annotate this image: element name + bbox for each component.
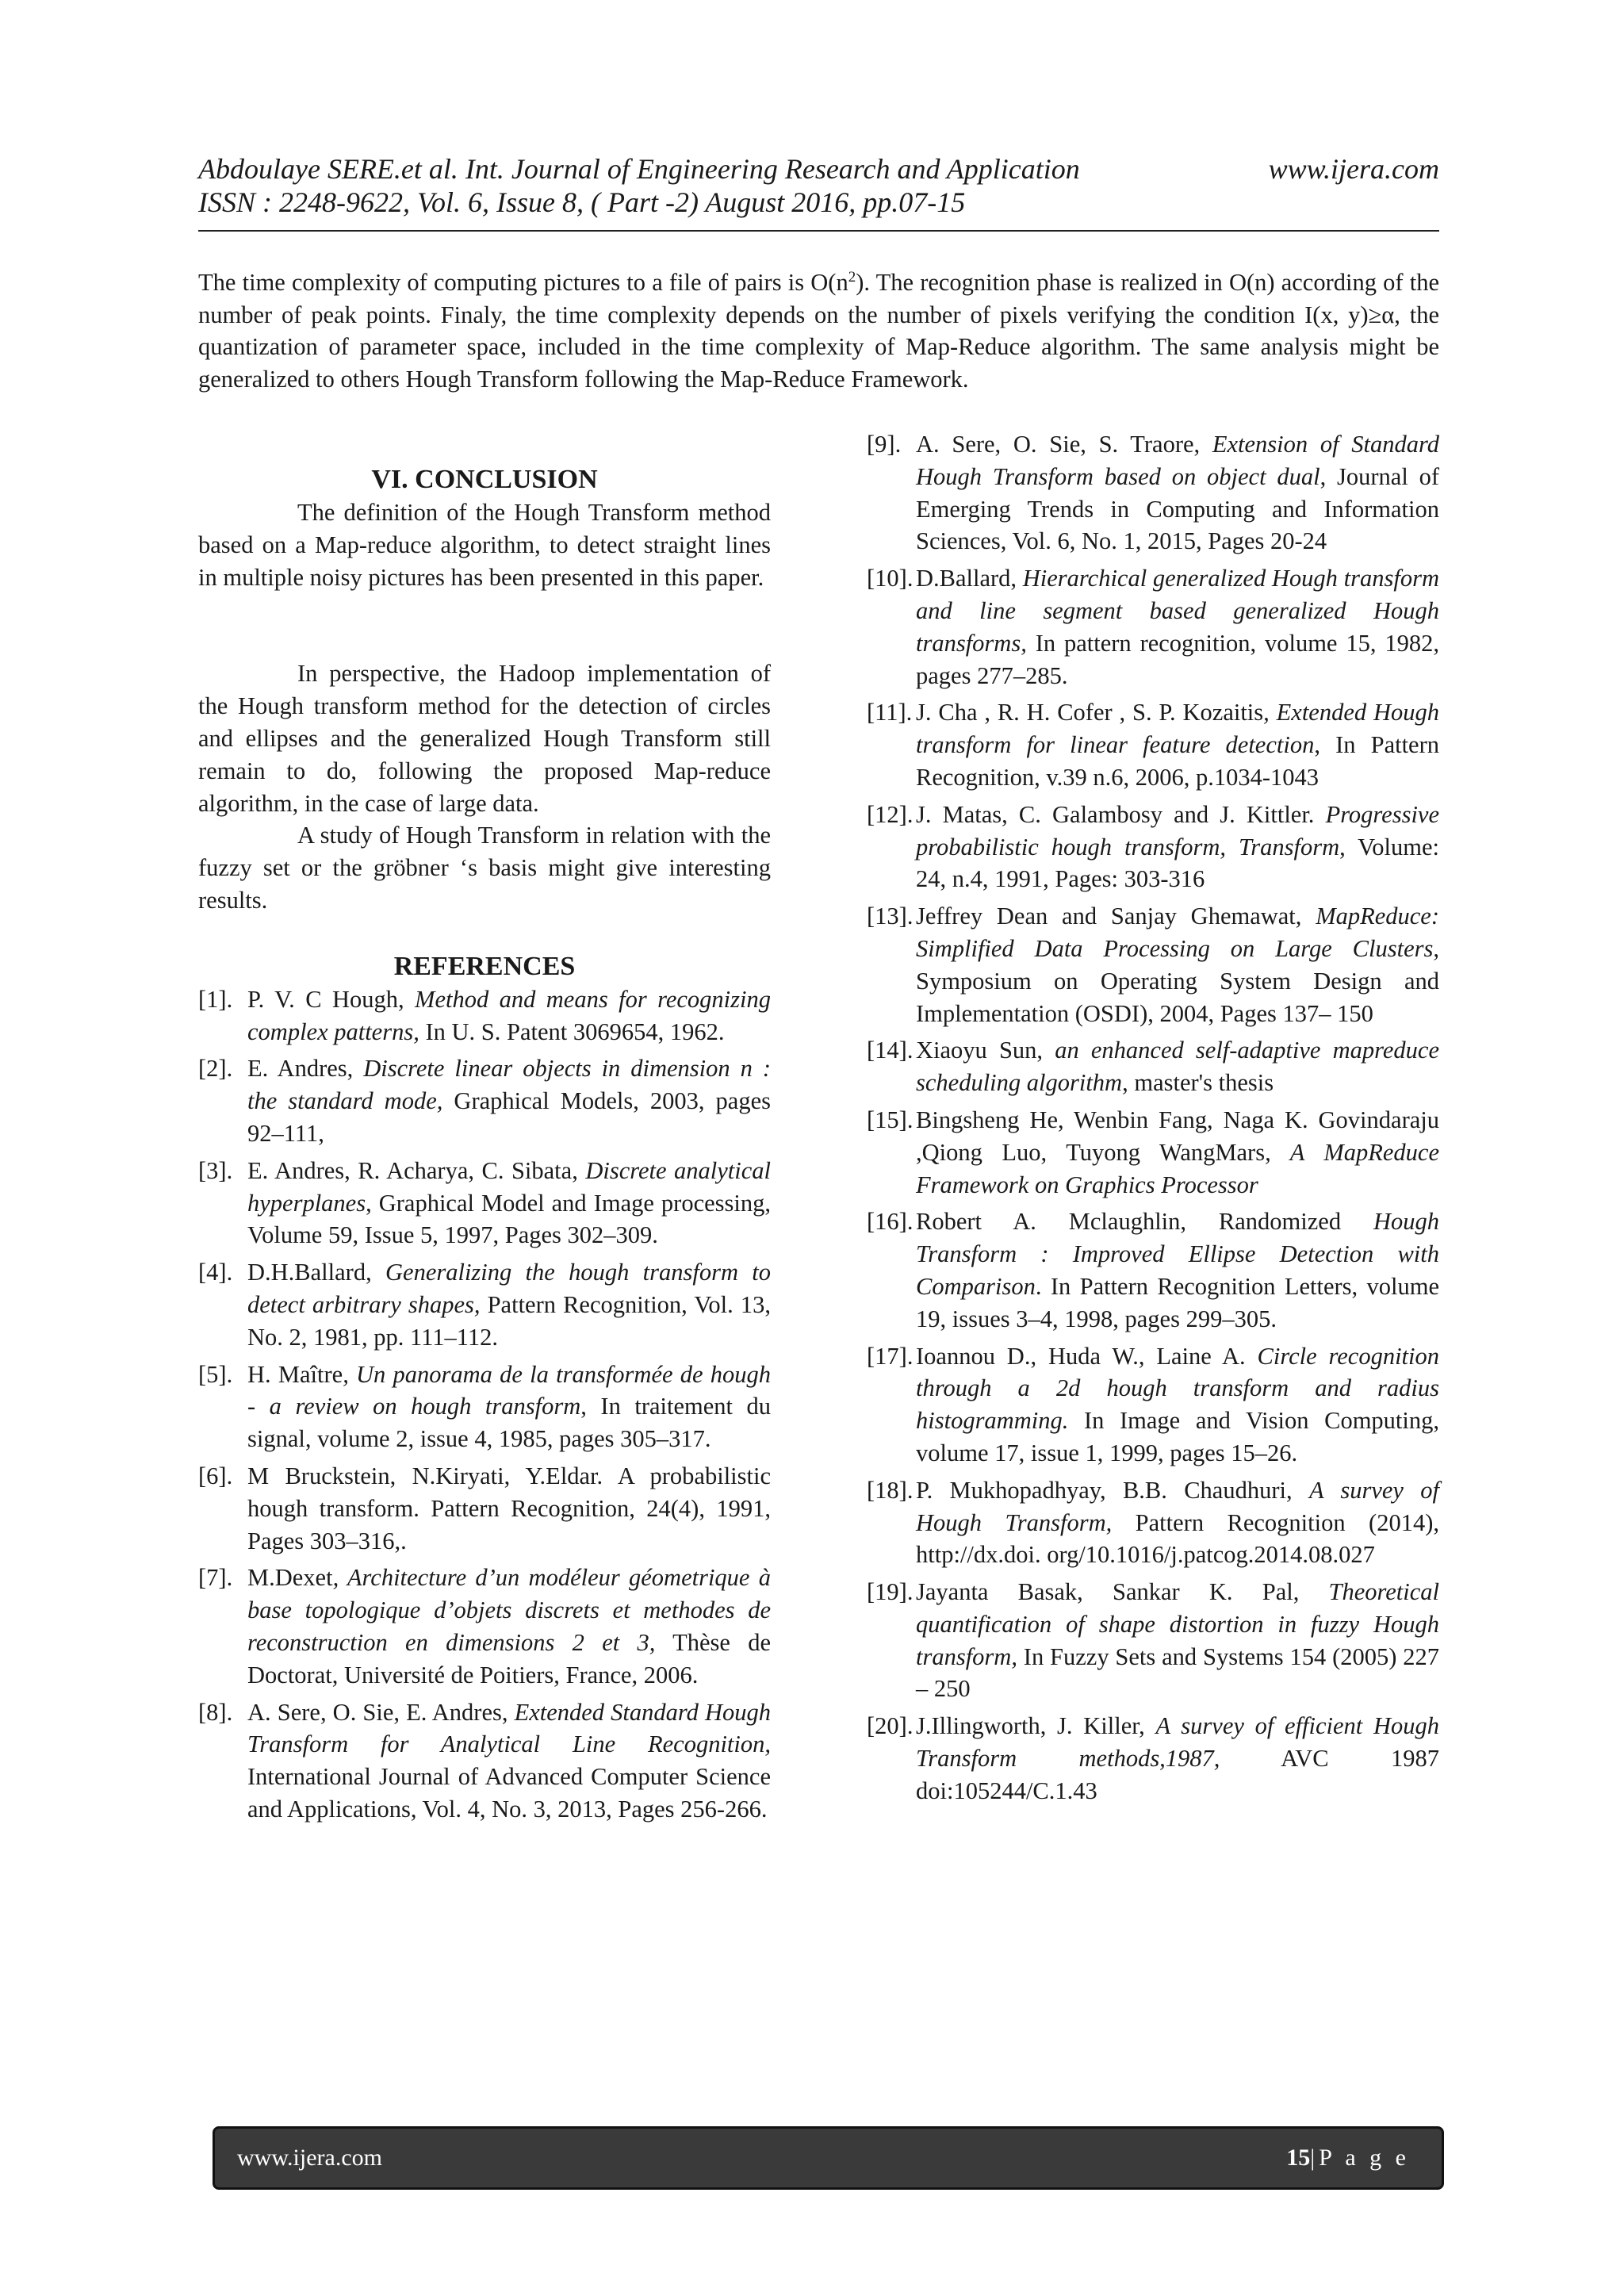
reference-item: [867, 696, 1439, 793]
reference-text: [247, 1460, 771, 1557]
reference-number: [10].: [867, 565, 914, 592]
reference-detail: Pattern Recognition (2014), http://dx.doi. org/10.1016/j.patcog.2014.08.027: [916, 1508, 1439, 1569]
reference-item: [867, 900, 1439, 1029]
reference-item: [198, 1460, 771, 1557]
reference-text: [247, 1562, 771, 1691]
reference-title: Generalizing the hough transform to detect arbitrary shapes,: [247, 1259, 771, 1318]
reference-number: [14].: [867, 1037, 914, 1064]
reference-title: Extension of Standard Hough Transform based on object dual: [916, 431, 1439, 490]
intro-superscript: 2: [848, 269, 856, 286]
reference-text: [247, 983, 771, 1048]
reference-title: an enhanced self-adaptive mapreduce scheduling algorithm: [916, 1037, 1439, 1097]
reference-detail: J.Illingworth, J. Killer,: [916, 1712, 1156, 1740]
reference-number: [7].: [198, 1564, 233, 1592]
reference-detail: M.Dexet: [247, 1564, 333, 1592]
reference-title: , Architecture d’un modéleur géometrique à base topologique d’objets discrets et methodes de reconstruction en dimensions 2 et 3,: [247, 1564, 771, 1656]
reference-text: [916, 799, 1439, 895]
reference-detail: In pattern recognition, volume 15, 1982, pages 277–285.: [916, 629, 1439, 689]
reference-text: [916, 1034, 1439, 1099]
intro-paragraph: [198, 266, 1439, 395]
reference-number: [12].: [867, 800, 914, 828]
reference-title: Discrete analytical hyperplanes: [247, 1156, 771, 1217]
conclusion-paragraph-1: The definition of the Hough Transform method based on a Map-reduce algorithm, to detect straight lines in multiple noisy pictures has been presented in this paper.: [198, 499, 771, 591]
reference-number: [4].: [198, 1259, 233, 1286]
page-number-value: 15: [1286, 2145, 1311, 2171]
page-number: [1286, 2145, 1410, 2171]
reference-detail: International Journal of Advanced Computer Science and Applications, Vol. 4, No. 3, 2013, Pages 256-266.: [247, 1763, 771, 1823]
reference-detail: AVC 1987 doi:105244/C.1.43: [916, 1745, 1439, 1804]
reference-detail: M Bruckstein, N.Kiryati, Y.Eldar. A probabilistic hough transform. Pattern Recognition, 24(4), 1991, Pages 303–316,.: [247, 1462, 771, 1554]
reference-text: [247, 1359, 771, 1455]
reference-detail: . In Pattern Recognition Letters, volume 19, issues 3–4, 1998, pages 299–305.: [916, 1272, 1439, 1332]
conclusion-paragraph-3: A study of Hough Transform in relation with the fuzzy set or the gröbner ‘s basis might give interesting results.: [198, 822, 771, 914]
reference-number: [15].: [867, 1106, 914, 1133]
intro-text-1: The time complexity of computing pictures to a file of pairs is O(n: [198, 269, 848, 296]
references-title: REFERENCES: [393, 951, 576, 981]
reference-detail: E. Andres,: [247, 1055, 364, 1083]
reference-item: [867, 799, 1439, 895]
reference-item: [867, 1034, 1439, 1099]
reference-item: [867, 1576, 1439, 1705]
reference-detail: J. Cha , R. H. Cofer , S. P. Kozaitis: [916, 699, 1264, 726]
reference-item: [198, 1359, 771, 1455]
reference-detail: A. Sere, O. Sie, E. Andres,: [247, 1698, 515, 1726]
reference-title: A survey of efficient Hough Transform methods,1987,: [916, 1712, 1439, 1773]
reference-text: [916, 1340, 1439, 1470]
reference-detail: E. Andres, R. Acharya, C. Sibata,: [247, 1156, 586, 1184]
reference-detail: D.H.Ballard,: [247, 1259, 385, 1286]
reference-text: [916, 1205, 1439, 1335]
reference-number: [2].: [198, 1055, 233, 1083]
reference-item: [867, 1104, 1439, 1201]
reference-number: [20].: [867, 1712, 914, 1740]
reference-number: [16].: [867, 1208, 914, 1236]
references-list-left: [198, 983, 771, 1826]
reference-detail: , Symposium on Operating System Design and Implementation (OSDI), 2004, Pages 137– 150: [916, 934, 1439, 1027]
reference-detail: J. Matas, C. Galambosy and J. Kittler.: [916, 800, 1326, 828]
reference-detail: Graphical Models, 2003, pages 92–111,: [247, 1087, 771, 1147]
right-column: [867, 428, 1439, 1812]
reference-text: [916, 1576, 1439, 1705]
reference-number: [5].: [198, 1360, 233, 1388]
reference-detail: Robert A. Mclaughlin, Randomized: [916, 1208, 1373, 1236]
reference-detail: In U. S. Patent 3069654, 1962.: [419, 1018, 725, 1045]
reference-detail: A. Sere, O. Sie, S. Traore,: [916, 431, 1212, 458]
reference-title: Method and means for recognizing complex patterns,: [247, 985, 772, 1045]
reference-text: [916, 696, 1439, 793]
page-label: |P a g e: [1310, 2145, 1410, 2171]
reference-detail: In Image and Vision Computing, volume 17, issue 1, 1999, pages 15–26.: [916, 1407, 1439, 1466]
running-header: [198, 152, 1439, 219]
paragraph-gap: [198, 593, 771, 657]
reference-text: [247, 1696, 771, 1826]
reference-item: [198, 983, 771, 1048]
conclusion-paragraph-2: In perspective, the Hadoop implementation of the Hough transform method for the detection of circles and ellipses and the generalized Hough Transform still remain to do, following the proposed Map-reduce algorithm, in the case of large data.: [198, 660, 771, 817]
reference-detail: H. Maître: [247, 1360, 343, 1388]
reference-text: [247, 1256, 771, 1353]
section-title-conclusion: VI. CONCLUSION: [371, 465, 598, 494]
reference-item: [867, 1340, 1439, 1470]
reference-title: Discrete linear objects in dimension n : the standard mode,: [247, 1055, 771, 1115]
reference-detail: P. Mukhopadhyay, B.B. Chaudhuri,: [916, 1476, 1309, 1504]
reference-item: [867, 562, 1439, 692]
reference-title: Hierarchical generalized Hough transform and line segment based generalized Hough transforms,: [916, 565, 1439, 657]
reference-title: MapReduce: Simplified Data Processing on Large Clusters: [916, 903, 1439, 962]
reference-title: Theoretical quantification of shape distortion in fuzzy Hough transform,: [916, 1578, 1439, 1670]
reference-number: [3].: [198, 1156, 233, 1184]
page-footer: [213, 2126, 1444, 2190]
reference-text: [916, 1104, 1439, 1201]
reference-detail: Jayanta Basak, Sankar K. Pal,: [916, 1578, 1329, 1606]
intro-text-2: ). The recognition phase is realized in O(n) according of the number of peak points. Finaly, the time complexity depends on the number of pixels verifying the condition I(x, y)≥α, the quantization of parameter space, included in the time complexity of Map-Reduce algorithm. The same analysis might be generalized to others Hough Transform following the Map-Reduce Framework.: [198, 269, 1439, 393]
reference-title: Progressive probabilistic hough transform, Transform: [916, 800, 1439, 861]
reference-text: [916, 900, 1439, 1029]
reference-item: [198, 1052, 771, 1149]
reference-text: [916, 1710, 1439, 1807]
left-column: [198, 430, 771, 1830]
reference-detail: , Journal of Emerging Trends in Computing and Information Sciences, Vol. 6, No. 1, 2015, Pages 20-24: [916, 462, 1439, 555]
reference-number: [13].: [867, 903, 914, 930]
reference-text: [247, 1052, 771, 1149]
reference-title: Hough Transform : Improved Ellipse Detection with Comparison: [916, 1208, 1439, 1300]
reference-item: [867, 428, 1439, 558]
reference-detail: , In Pattern Recognition, v.39 n.6, 2006, p.1034-1043: [916, 731, 1439, 791]
reference-title: Extended Standard Hough Transform for Analytical Line Recognition,: [247, 1698, 771, 1758]
reference-item: [867, 1474, 1439, 1571]
reference-title: Circle recognition through a 2d hough transform and radius histogramming.: [916, 1342, 1439, 1435]
header-issn: ISSN : 2248-9622, Vol. 6, Issue 8, ( Part -2) August 2016, pp.07-15: [198, 186, 966, 218]
reference-detail: In Fuzzy Sets and Systems 154 (2005) 227 – 250: [916, 1642, 1439, 1703]
reference-detail: Bingsheng He, Wenbin Fang, Naga K. Govindaraju ,Qiong Luo, Tuyong WangMars: [916, 1106, 1439, 1166]
reference-item: [198, 1155, 771, 1251]
reference-text: [916, 1474, 1439, 1571]
reference-item: [867, 1710, 1439, 1807]
reference-title: A survey of Hough Transform,: [916, 1476, 1439, 1536]
reference-detail: P. V. C Hough,: [247, 985, 416, 1013]
reference-item: [198, 1562, 771, 1691]
reference-number: [11].: [867, 699, 913, 726]
reference-number: [6].: [198, 1462, 233, 1489]
header-citation: Abdoulaye SERE.et al. Int. Journal of Engineering Research and Application: [198, 153, 1080, 185]
reference-item: [867, 1205, 1439, 1335]
reference-detail: Xiaoyu Sun,: [916, 1037, 1055, 1064]
reference-detail: Ioannou D., Huda W., Laine A.: [916, 1342, 1258, 1370]
reference-title: , A MapReduce Framework on Graphics Processor: [916, 1138, 1439, 1198]
reference-item: [198, 1256, 771, 1353]
reference-number: [18].: [867, 1476, 914, 1504]
reference-title: , Extended Hough transform for linear feature detection: [916, 699, 1440, 759]
reference-detail: D.Ballard,: [916, 565, 1023, 592]
footer-website: www.ijera.com: [237, 2145, 382, 2171]
header-rule: [198, 230, 1439, 232]
reference-item: [198, 1696, 771, 1826]
reference-detail: Jeffrey Dean and Sanjay Ghemawat,: [916, 903, 1316, 930]
reference-detail: , In traitement du signal, volume 2, issue 4, 1985, pages 305–317.: [247, 1393, 771, 1453]
reference-number: [17].: [867, 1342, 914, 1370]
reference-text: [247, 1155, 771, 1251]
reference-title: , Un panorama de la transformée de hough - a review on hough transform: [247, 1360, 771, 1420]
reference-detail: , master's thesis: [1122, 1069, 1274, 1097]
reference-detail: Pattern Recognition, Vol. 13, No. 2, 1981, pp. 111–112.: [247, 1290, 771, 1351]
reference-number: [8].: [198, 1698, 233, 1726]
references-list-right: [867, 428, 1439, 1807]
reference-detail: , Graphical Model and Image processing, Volume 59, Issue 5, 1997, Pages 302–309.: [247, 1189, 771, 1249]
reference-number: [1].: [198, 985, 233, 1013]
reference-number: [19].: [867, 1578, 914, 1606]
reference-detail: Thèse de Doctorat, Université de Poitiers, France, 2006.: [247, 1628, 772, 1688]
header-website: www.ijera.com: [1268, 153, 1439, 185]
reference-number: [9].: [867, 431, 902, 458]
reference-text: [916, 562, 1439, 692]
reference-detail: , Volume: 24, n.4, 1991, Pages: 303-316: [916, 833, 1439, 893]
reference-text: [916, 428, 1439, 558]
